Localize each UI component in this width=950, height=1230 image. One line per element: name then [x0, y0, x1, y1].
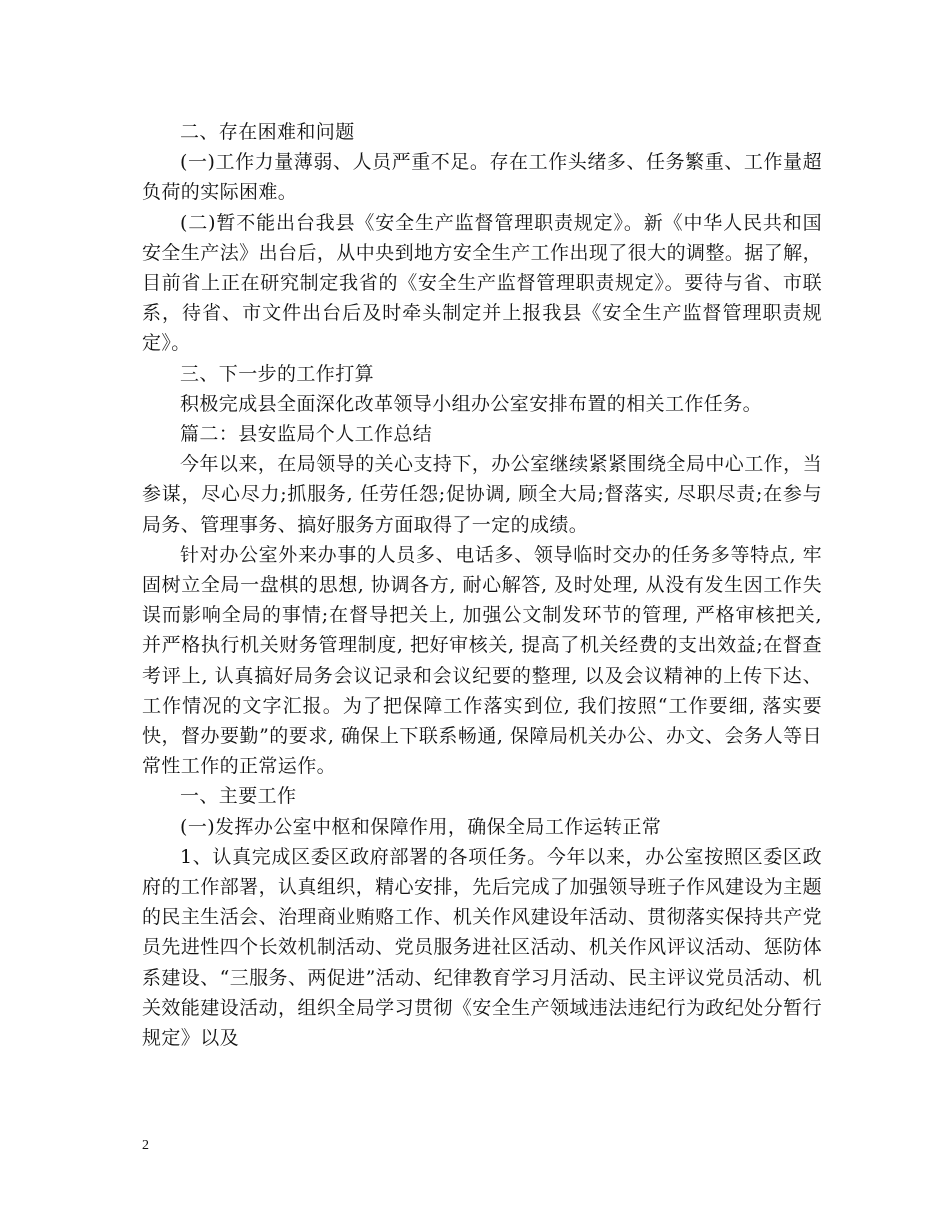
paragraph: 1、认真完成区委区政府部署的各项任务。今年以来，办公室按照区委区政府的工作部署，认真组织，精心安排，先后完成了加强领导班子作风建设为主题的民主生活会、治理商业贿赂工作、机关作风建设年活动、贯彻落实保持共产党员先进性四个长效机制活动、党员服务进社区活动、机关作风评议活动、惩防体系建设、“三服务、两促进”活动、纪律教育学习月活动、民主评议党员活动、机关效能建设活动，组织全局学习贯彻《安全生产领域违法违纪行为政纪处分暂行规定》以及	[142, 845, 822, 1050]
paragraph: 积极完成县全面深化改革领导小组办公室安排布置的相关工作任务。	[180, 392, 763, 415]
article-title: 篇二：县安监局个人工作总结	[180, 423, 433, 446]
section-heading: 二、存在困难和问题	[180, 121, 355, 143]
paragraph: 针对办公室外来办事的人员多、电话多、领导临时交办的任务多等特点, 牢固树立全局一盘棋的思想, 协调各方, 耐心解答, 及时处理, 从没有发生因工作失误而影响全局的事情;在督导把关上, 加强公文制发环节的管理, 严格审核把关, 并严格执行机关财务管理制度, 把好审核关, 提高了机关经费的支出效益;在督查考评上, 认真搞好局务会议记录和会议纪要的整理, 以及会议精神的上传下达、工作情况的文字汇报。为了把保障工作落实到位, 我们按照“工作要细, 落实要快，督办要勤”的要求, 确保上下联系畅通, 保障局机关办公、办文、会务人等日常性工作的正常运作。	[142, 543, 822, 778]
section-heading: 一、主要工作	[180, 785, 297, 808]
document-body	[142, 117, 822, 1053]
subsection-heading: (一)发挥办公室中枢和保障作用，确保全局工作运转正常	[180, 815, 662, 838]
section-heading: 三、下一步的工作打算	[180, 362, 375, 385]
paragraph: (一)工作力量薄弱、人员严重不足。存在工作头绪多、任务繁重、工作量超负荷的实际困难。	[142, 151, 822, 204]
page-number: 2	[142, 1138, 149, 1153]
paragraph: (二)暂不能出台我县《安全生产监督管理职责规定》。新《中华人民共和国安全生产法》出台后，从中央到地方安全生产工作出现了很大的调整。据了解，目前省上正在研究制定我省的《安全生产监督管理职责规定》。要待与省、市联系，待省、市文件出台后及时牵头制定并上报我县《安全生产监督管理职责规定》。	[142, 211, 822, 355]
paragraph: 今年以来，在局领导的关心支持下，办公室继续紧紧围绕全局中心工作，当参谋，尽心尽力;抓服务, 任劳任怨;促协调, 顾全大局;督落实, 尽职尽责;在参与局务、管理事务、搞好服务方面取得了一定的成绩。	[142, 453, 822, 536]
